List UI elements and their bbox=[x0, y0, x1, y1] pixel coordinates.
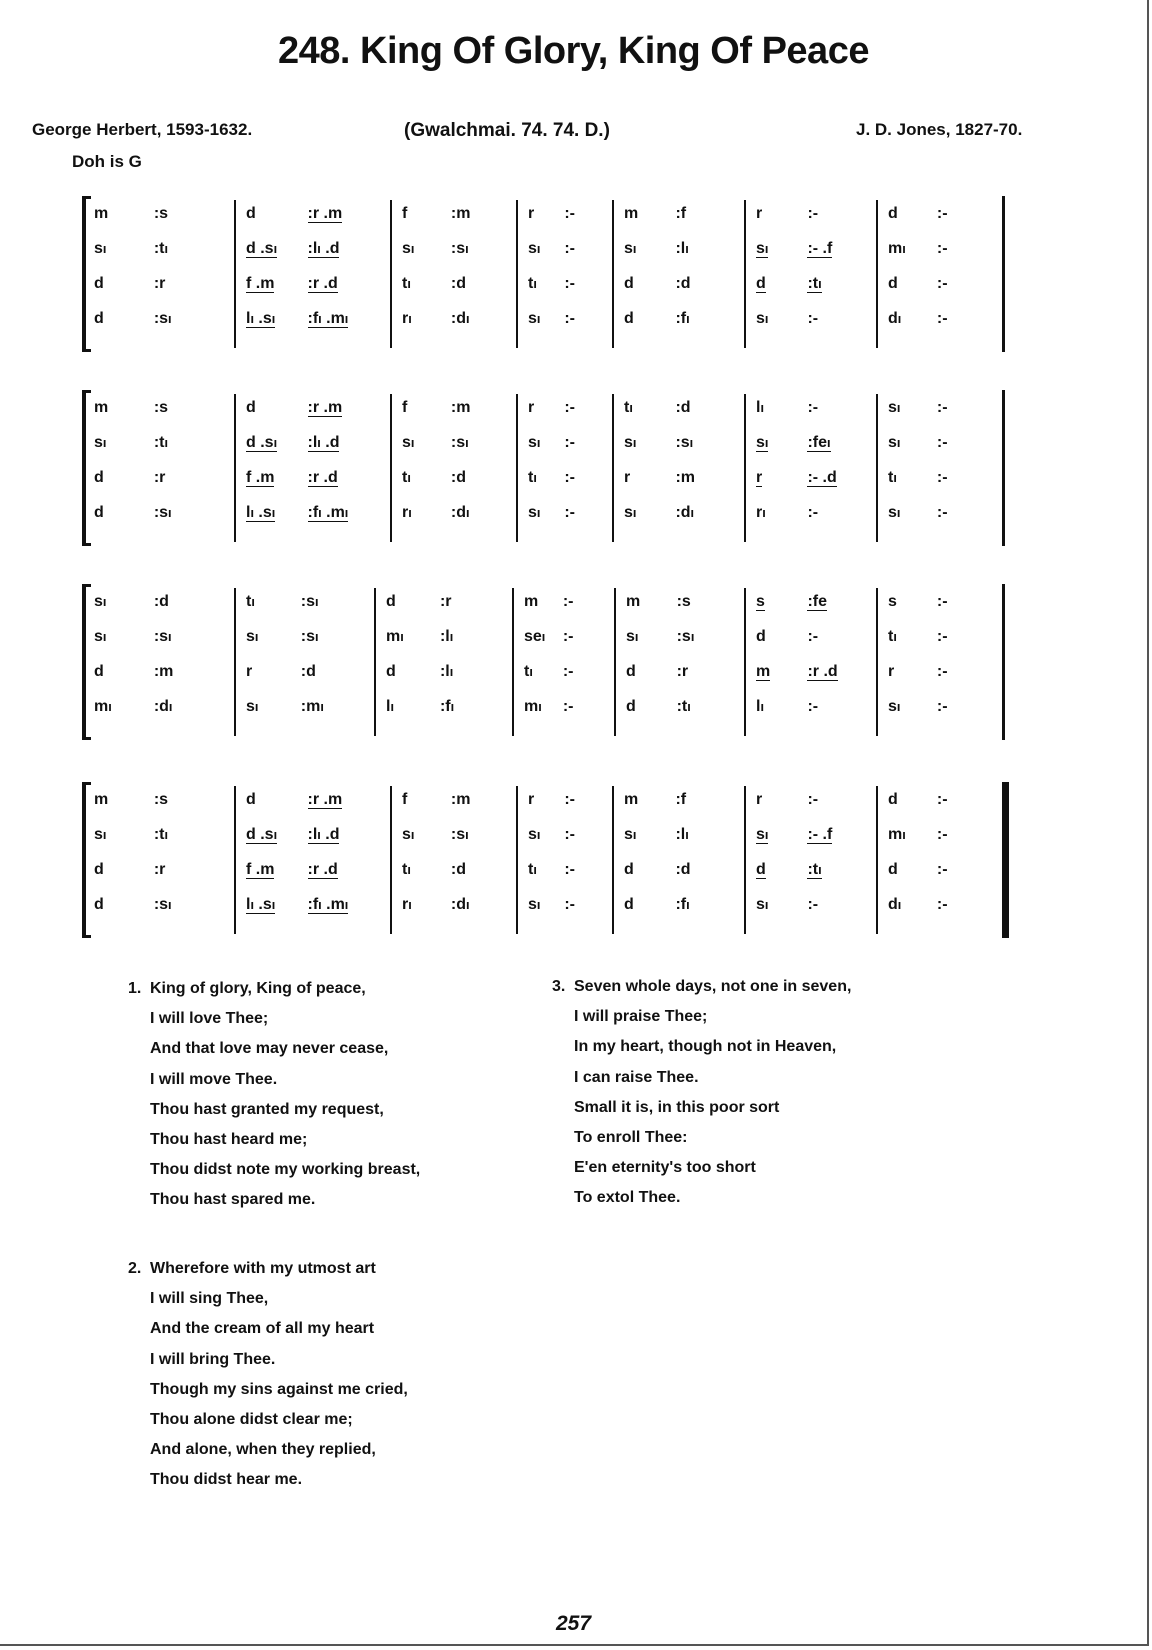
beat-note: tₗ bbox=[402, 275, 411, 292]
offbeat-note: :d bbox=[675, 275, 691, 292]
beat-note: m bbox=[756, 663, 771, 680]
barline bbox=[234, 588, 236, 736]
offbeat-note: :- bbox=[807, 628, 819, 645]
offbeat-note: :fe bbox=[807, 593, 827, 610]
beat-note: tₗ bbox=[528, 861, 537, 878]
offbeat-note: :- bbox=[936, 399, 948, 416]
barline bbox=[744, 200, 746, 348]
beat-note: d bbox=[626, 698, 636, 715]
beat-note: d bbox=[94, 861, 104, 878]
offbeat-note: :tₗ bbox=[807, 275, 822, 292]
offbeat-note: :- bbox=[936, 275, 948, 292]
beat-note: f bbox=[402, 399, 408, 416]
verse-line: I will love Thee; bbox=[150, 1010, 269, 1028]
verse-line: Thou hast heard me; bbox=[150, 1131, 308, 1149]
beat-note: sₗ bbox=[624, 826, 637, 843]
offbeat-note: :r .d bbox=[307, 861, 338, 878]
beat-note: rₗ bbox=[756, 504, 766, 521]
beat-note: mₗ bbox=[94, 698, 112, 715]
offbeat-note: :dₗ bbox=[450, 896, 470, 913]
offbeat-note: :- bbox=[564, 310, 575, 327]
beat-note: d .sₗ bbox=[246, 826, 278, 843]
barline bbox=[876, 786, 878, 934]
offbeat-note: :- bbox=[807, 399, 819, 416]
beat-note: sₗ bbox=[528, 310, 541, 327]
beat-note: sₗ bbox=[624, 434, 637, 451]
offbeat-note: :- bbox=[564, 275, 575, 292]
offbeat-note: :sₗ bbox=[153, 628, 172, 645]
barline bbox=[744, 394, 746, 542]
offbeat-note: :fₗ .mₗ bbox=[307, 896, 349, 913]
barline bbox=[234, 786, 236, 934]
verse-line: I will praise Thee; bbox=[574, 1008, 708, 1026]
author-credit: George Herbert, 1593-1632. bbox=[32, 120, 253, 139]
beat-note: sₗ bbox=[528, 434, 541, 451]
offbeat-note: :sₗ bbox=[450, 434, 469, 451]
verse-line: Wherefore with my utmost art bbox=[150, 1260, 376, 1277]
verse-line: I will bring Thee. bbox=[150, 1350, 276, 1368]
verse-line: And the cream of all my heart bbox=[150, 1320, 375, 1338]
beat-note: s bbox=[888, 593, 897, 610]
beat-note: d bbox=[888, 861, 898, 878]
verse-line: In my heart, though not in Heaven, bbox=[574, 1038, 837, 1056]
beat-note: d bbox=[624, 310, 634, 327]
offbeat-note: :r .m bbox=[307, 205, 343, 222]
beat-note: seₗ bbox=[524, 628, 546, 645]
composer-credit: J. D. Jones, 1827-70. bbox=[856, 120, 1023, 139]
offbeat-note: :r .m bbox=[307, 791, 343, 808]
offbeat-note: :d bbox=[153, 593, 169, 610]
offbeat-note: :r .d bbox=[307, 275, 338, 292]
beat-note: mₗ bbox=[888, 240, 906, 257]
offbeat-note: :- bbox=[807, 504, 819, 521]
offbeat-note: :dₗ bbox=[450, 504, 470, 521]
verse-2 bbox=[128, 1254, 408, 1496]
offbeat-note: :- bbox=[936, 826, 948, 843]
system-bracket bbox=[82, 782, 91, 938]
barline bbox=[390, 394, 392, 542]
offbeat-note: :tₗ bbox=[153, 240, 168, 257]
offbeat-note: :lₗ bbox=[439, 663, 454, 680]
offbeat-note: :mₗ bbox=[300, 698, 324, 715]
offbeat-note: :lₗ bbox=[675, 826, 689, 843]
offbeat-note: :r .m bbox=[307, 399, 343, 416]
offbeat-note: :- bbox=[936, 205, 948, 222]
beat-note: tₗ bbox=[402, 861, 411, 878]
barline bbox=[390, 200, 392, 348]
offbeat-note: :lₗ bbox=[439, 628, 454, 645]
beat-note: r bbox=[528, 205, 535, 222]
offbeat-note: :r bbox=[153, 469, 166, 486]
offbeat-note: :- bbox=[807, 205, 819, 222]
offbeat-note: :- bbox=[562, 698, 574, 715]
offbeat-note: :- bbox=[936, 240, 948, 257]
beat-note: d bbox=[756, 275, 766, 292]
offbeat-note: :sₗ bbox=[676, 628, 695, 645]
offbeat-note: :tₗ bbox=[153, 434, 168, 451]
system-bracket bbox=[82, 584, 91, 740]
beat-note: r bbox=[624, 469, 631, 486]
barline bbox=[876, 200, 878, 348]
beat-note: dₗ bbox=[888, 310, 902, 327]
verse-3 bbox=[552, 972, 851, 1214]
offbeat-note: :sₗ bbox=[450, 240, 469, 257]
beat-note: lₗ bbox=[756, 698, 764, 715]
offbeat-note: :feₗ bbox=[807, 434, 831, 451]
offbeat-note: :- bbox=[564, 791, 575, 808]
offbeat-note: :lₗ .d bbox=[307, 240, 340, 257]
offbeat-note: :sₗ bbox=[675, 434, 694, 451]
beat-note: tₗ bbox=[528, 275, 537, 292]
offbeat-note: :r bbox=[439, 593, 452, 610]
beat-note: lₗ bbox=[386, 698, 394, 715]
end-barline bbox=[1002, 390, 1005, 546]
barline bbox=[614, 588, 616, 736]
offbeat-note: :- bbox=[562, 628, 574, 645]
offbeat-note: :- bbox=[807, 896, 819, 913]
verse-line: Thou didst hear me. bbox=[150, 1471, 303, 1489]
beat-note: d bbox=[386, 593, 396, 610]
beat-note: r bbox=[756, 791, 763, 808]
beat-note: tₗ bbox=[528, 469, 537, 486]
beat-note: d .sₗ bbox=[246, 434, 278, 451]
verse-line: I can raise Thee. bbox=[574, 1068, 699, 1086]
verse-line: Thou didst note my working breast, bbox=[150, 1161, 421, 1179]
offbeat-note: :- bbox=[936, 593, 948, 610]
beat-note: d bbox=[94, 663, 104, 680]
final-barline bbox=[1002, 782, 1009, 938]
offbeat-note: :s bbox=[153, 791, 169, 808]
offbeat-note: :- bbox=[564, 434, 575, 451]
offbeat-note: :m bbox=[675, 469, 695, 486]
verse-line: Small it is, in this poor sort bbox=[574, 1098, 780, 1116]
beat-note: s bbox=[756, 593, 765, 610]
barline bbox=[876, 394, 878, 542]
beat-note: sₗ bbox=[624, 240, 637, 257]
beat-note: tₗ bbox=[888, 628, 897, 645]
beat-note: lₗ .sₗ bbox=[246, 310, 276, 327]
offbeat-note: :- bbox=[562, 593, 574, 610]
verse-number: 2. bbox=[128, 1260, 142, 1277]
offbeat-note: :- bbox=[564, 399, 575, 416]
verse-line: Thou alone didst clear me; bbox=[150, 1411, 353, 1429]
offbeat-note: :f bbox=[675, 205, 687, 222]
beat-note: r bbox=[756, 205, 763, 222]
barline bbox=[612, 200, 614, 348]
score-system-1 bbox=[82, 196, 1030, 352]
beat-note: d bbox=[246, 791, 256, 808]
beat-note: r bbox=[528, 399, 535, 416]
beat-note: r bbox=[528, 791, 535, 808]
beat-note: f bbox=[402, 791, 408, 808]
offbeat-note: :- bbox=[564, 861, 575, 878]
offbeat-note: :m bbox=[450, 791, 471, 808]
beat-note: lₗ bbox=[756, 399, 764, 416]
beat-note: d bbox=[756, 628, 766, 645]
verse-number: 1. bbox=[128, 980, 142, 997]
beat-note: lₗ .sₗ bbox=[246, 896, 276, 913]
beat-note: m bbox=[524, 593, 539, 610]
beat-note: sₗ bbox=[756, 826, 769, 843]
barline bbox=[234, 394, 236, 542]
offbeat-note: :- bbox=[807, 791, 819, 808]
offbeat-note: :fₗ bbox=[439, 698, 455, 715]
offbeat-note: :r bbox=[153, 861, 166, 878]
offbeat-note: :lₗ .d bbox=[307, 826, 340, 843]
offbeat-note: :r .d bbox=[307, 469, 338, 486]
beat-note: d bbox=[626, 663, 636, 680]
beat-note: m bbox=[624, 791, 639, 808]
verse-line: Thou hast granted my request, bbox=[150, 1100, 384, 1118]
beat-note: d bbox=[756, 861, 766, 878]
score-system-2 bbox=[82, 390, 1030, 546]
beat-note: rₗ bbox=[402, 896, 412, 913]
barline bbox=[744, 588, 746, 736]
offbeat-note: :s bbox=[676, 593, 691, 610]
verse-line: I will sing Thee, bbox=[150, 1290, 269, 1308]
barline bbox=[612, 786, 614, 934]
beat-note: rₗ bbox=[402, 504, 412, 521]
end-barline bbox=[1002, 584, 1005, 740]
verse-number: 3. bbox=[552, 978, 566, 995]
offbeat-note: :fₗ .mₗ bbox=[307, 310, 349, 327]
beat-note: sₗ bbox=[528, 896, 541, 913]
beat-note: sₗ bbox=[94, 628, 107, 645]
offbeat-note: :- .f bbox=[807, 826, 833, 843]
beat-note: sₗ bbox=[888, 399, 901, 416]
offbeat-note: :sₗ bbox=[153, 310, 172, 327]
offbeat-note: :lₗ .d bbox=[307, 434, 340, 451]
offbeat-note: :- bbox=[936, 469, 948, 486]
beat-note: mₗ bbox=[524, 698, 542, 715]
beat-note: d bbox=[94, 896, 104, 913]
beat-note: sₗ bbox=[888, 698, 901, 715]
verse-line: Seven whole days, not one in seven, bbox=[574, 978, 852, 995]
beat-note: lₗ .sₗ bbox=[246, 504, 276, 521]
beat-note: d bbox=[624, 861, 634, 878]
system-bracket bbox=[82, 390, 91, 546]
offbeat-note: :fₗ bbox=[675, 310, 690, 327]
offbeat-note: :- bbox=[936, 628, 948, 645]
beat-note: m bbox=[94, 205, 109, 222]
verse-line: E'en eternity's too short bbox=[574, 1159, 756, 1177]
offbeat-note: :- .f bbox=[807, 240, 833, 257]
offbeat-note: :dₗ bbox=[675, 504, 695, 521]
beat-note: mₗ bbox=[386, 628, 404, 645]
offbeat-note: :s bbox=[153, 205, 169, 222]
offbeat-note: :tₗ bbox=[676, 698, 691, 715]
beat-note: sₗ bbox=[528, 826, 541, 843]
offbeat-note: :- bbox=[564, 896, 575, 913]
beat-note: d bbox=[94, 469, 104, 486]
beat-note: tₗ bbox=[402, 469, 411, 486]
offbeat-note: :m bbox=[450, 205, 471, 222]
offbeat-note: :lₗ bbox=[675, 240, 689, 257]
barline bbox=[516, 394, 518, 542]
verse-line: To extol Thee. bbox=[574, 1189, 681, 1207]
verse-line: King of glory, King of peace, bbox=[150, 980, 366, 997]
barline bbox=[516, 786, 518, 934]
beat-note: sₗ bbox=[528, 240, 541, 257]
beat-note: m bbox=[94, 399, 109, 416]
beat-note: r bbox=[888, 663, 895, 680]
score-system-3 bbox=[82, 584, 1030, 740]
beat-note: d bbox=[888, 275, 898, 292]
offbeat-note: :- bbox=[936, 663, 948, 680]
beat-note: m bbox=[626, 593, 641, 610]
barline bbox=[390, 786, 392, 934]
barline bbox=[612, 394, 614, 542]
beat-note: tₗ bbox=[246, 593, 255, 610]
barline bbox=[374, 588, 376, 736]
offbeat-note: :dₗ bbox=[450, 310, 470, 327]
beat-note: d bbox=[94, 275, 104, 292]
offbeat-note: :dₗ bbox=[153, 698, 173, 715]
offbeat-note: :r .d bbox=[807, 663, 838, 680]
beat-note: r bbox=[756, 469, 763, 486]
hymn-title: 248. King Of Glory, King Of Peace bbox=[278, 30, 869, 72]
beat-note: f .m bbox=[246, 275, 275, 292]
beat-note: d bbox=[94, 504, 104, 521]
beat-note: d bbox=[386, 663, 396, 680]
beat-note: tₗ bbox=[888, 469, 897, 486]
beat-note: sₗ bbox=[402, 434, 415, 451]
offbeat-note: :- bbox=[936, 861, 948, 878]
beat-note: f .m bbox=[246, 469, 275, 486]
beat-note: sₗ bbox=[528, 504, 541, 521]
offbeat-note: :tₗ bbox=[153, 826, 168, 843]
offbeat-note: :d bbox=[300, 663, 316, 680]
verse-1 bbox=[128, 974, 420, 1216]
barline bbox=[512, 588, 514, 736]
offbeat-note: :fₗ .mₗ bbox=[307, 504, 349, 521]
end-barline bbox=[1002, 196, 1005, 352]
offbeat-note: :- .d bbox=[807, 469, 837, 486]
verse-line: Thou hast spared me. bbox=[150, 1191, 316, 1209]
verse-line: To enroll Thee: bbox=[574, 1129, 688, 1147]
tune-name: (Gwalchmai. 74. 74. D.) bbox=[404, 120, 610, 141]
beat-note: m bbox=[624, 205, 639, 222]
beat-note: rₗ bbox=[402, 310, 412, 327]
offbeat-note: :s bbox=[153, 399, 169, 416]
beat-note: mₗ bbox=[888, 826, 906, 843]
offbeat-note: :- bbox=[936, 698, 948, 715]
offbeat-note: :sₗ bbox=[153, 896, 172, 913]
beat-note: d bbox=[888, 791, 898, 808]
beat-note: d bbox=[246, 399, 256, 416]
offbeat-note: :sₗ bbox=[300, 593, 319, 610]
offbeat-note: :- bbox=[564, 826, 575, 843]
offbeat-note: :d bbox=[450, 469, 467, 486]
offbeat-note: :d bbox=[450, 275, 467, 292]
verse-line: I will move Thee. bbox=[150, 1070, 278, 1088]
beat-note: sₗ bbox=[626, 628, 639, 645]
beat-note: f bbox=[402, 205, 408, 222]
offbeat-note: :- bbox=[564, 504, 575, 521]
offbeat-note: :- bbox=[564, 240, 575, 257]
beat-note: sₗ bbox=[246, 628, 259, 645]
offbeat-note: :fₗ bbox=[675, 896, 690, 913]
score-system-4 bbox=[82, 782, 1030, 938]
offbeat-note: :f bbox=[675, 791, 687, 808]
offbeat-note: :m bbox=[450, 399, 471, 416]
beat-note: sₗ bbox=[94, 434, 107, 451]
offbeat-note: :r bbox=[676, 663, 689, 680]
barline bbox=[234, 200, 236, 348]
beat-note: d bbox=[888, 205, 898, 222]
beat-note: tₗ bbox=[524, 663, 533, 680]
verse-line: And alone, when they replied, bbox=[150, 1441, 376, 1459]
beat-note: sₗ bbox=[402, 240, 415, 257]
beat-note: r bbox=[246, 663, 253, 680]
beat-note: sₗ bbox=[94, 826, 107, 843]
beat-note: sₗ bbox=[756, 310, 769, 327]
beat-note: tₗ bbox=[624, 399, 633, 416]
beat-note: m bbox=[94, 791, 109, 808]
offbeat-note: :- bbox=[807, 310, 819, 327]
beat-note: f .m bbox=[246, 861, 275, 878]
offbeat-note: :- bbox=[562, 663, 574, 680]
barline bbox=[516, 200, 518, 348]
beat-note: sₗ bbox=[888, 504, 901, 521]
offbeat-note: :sₗ bbox=[450, 826, 469, 843]
beat-note: sₗ bbox=[94, 240, 107, 257]
offbeat-note: :tₗ bbox=[807, 861, 822, 878]
beat-note: sₗ bbox=[756, 434, 769, 451]
beat-note: d bbox=[624, 896, 634, 913]
offbeat-note: :- bbox=[936, 504, 948, 521]
offbeat-note: :r bbox=[153, 275, 166, 292]
beat-note: sₗ bbox=[402, 826, 415, 843]
offbeat-note: :m bbox=[153, 663, 174, 680]
beat-note: d bbox=[246, 205, 256, 222]
key-signature: Doh is G bbox=[72, 152, 142, 171]
system-bracket bbox=[82, 196, 91, 352]
beat-note: sₗ bbox=[756, 240, 769, 257]
offbeat-note: :- bbox=[564, 205, 575, 222]
offbeat-note: :d bbox=[675, 861, 691, 878]
verse-line: And that love may never cease, bbox=[150, 1040, 389, 1058]
offbeat-note: :- bbox=[564, 469, 575, 486]
offbeat-note: :d bbox=[450, 861, 467, 878]
offbeat-note: :sₗ bbox=[153, 504, 172, 521]
barline bbox=[876, 588, 878, 736]
offbeat-note: :- bbox=[936, 896, 948, 913]
offbeat-note: :- bbox=[807, 698, 819, 715]
beat-note: dₗ bbox=[888, 896, 902, 913]
beat-note: sₗ bbox=[888, 434, 901, 451]
beat-note: d bbox=[94, 310, 104, 327]
beat-note: d .sₗ bbox=[246, 240, 278, 257]
beat-note: sₗ bbox=[246, 698, 259, 715]
verse-line: Though my sins against me cried, bbox=[150, 1380, 408, 1398]
beat-note: sₗ bbox=[756, 896, 769, 913]
offbeat-note: :- bbox=[936, 434, 948, 451]
offbeat-note: :- bbox=[936, 791, 948, 808]
beat-note: d bbox=[624, 275, 634, 292]
offbeat-note: :- bbox=[936, 310, 948, 327]
offbeat-note: :d bbox=[675, 399, 691, 416]
page-number: 257 bbox=[555, 1612, 592, 1635]
beat-note: sₗ bbox=[624, 504, 637, 521]
beat-note: sₗ bbox=[94, 593, 107, 610]
barline bbox=[744, 786, 746, 934]
offbeat-note: :sₗ bbox=[300, 628, 319, 645]
